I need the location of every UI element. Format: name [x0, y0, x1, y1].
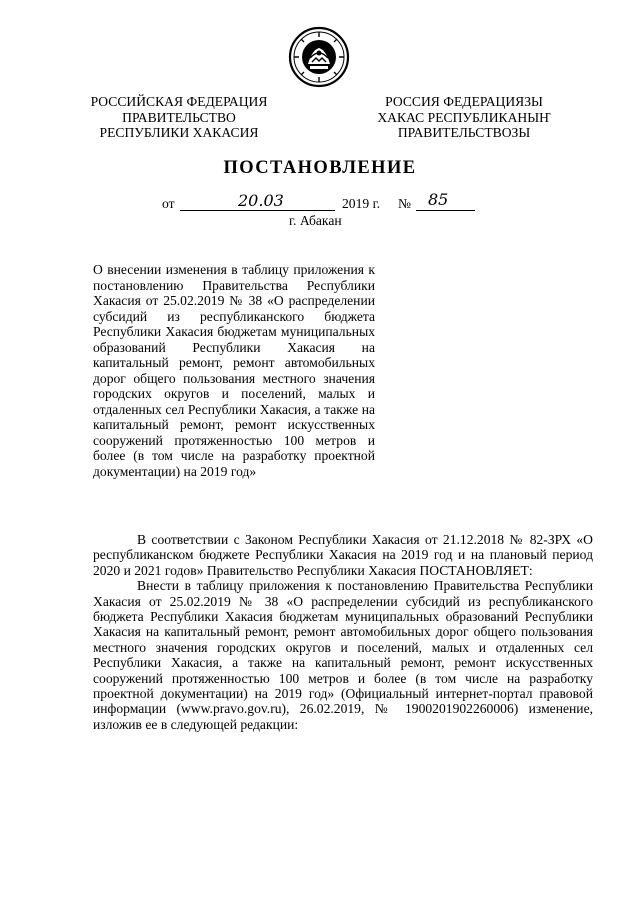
header-left-line: РЕСПУБЛИКИ ХАКАСИЯ [99, 125, 259, 141]
coat-of-arms-emblem [288, 26, 350, 88]
body-paragraph: Внести в таблицу приложения к постановлению Правительства Республики Хакасия от 25.02.2019 № 38 «О распределении субсидий из республиканского бюджета Республики Хакасия бюджетам муниципальных образований Республики Хакасия на капитальный ремонт, ремонт автомобильных дорог общего пользования местного значения городских округов и поселений, малых и отдаленных сел Республики Хакасия, а также на капитальный ремонт, ремонт искусственных сооружений протяженностью 100 метров и более (в том числе на разработку проектной документации) на 2019 год» (Официальный интернет-портал правовой информации (www.pravo.gov.ru), 26.02.2019, № 1900201902260006) изменение, изложив ее в следующей редакции: [93, 578, 593, 732]
number-sign: № [398, 196, 411, 211]
header-left-line: ПРАВИТЕЛЬСТВО [122, 109, 236, 125]
date-prefix: от [162, 196, 175, 211]
date-year: 2019 г. [342, 196, 381, 211]
document-body [93, 532, 593, 732]
header-right-line: РОССИЯ ФЕДЕРАЦИЯЗЫ [385, 94, 543, 109]
body-paragraph: В соответствии с Законом Республики Хакасия от 21.12.2018 № 82-ЗРХ «О республиканском бюджете Республики Хакасия на 2019 год и на плановый период 2020 и 2021 годов» Правительство Республики Хакасия ПОСТАНОВЛЯЕТ: [93, 532, 593, 578]
handwritten-date: 20.03 [238, 191, 284, 210]
handwritten-number: 85 [428, 190, 449, 209]
document-subject: О внесении изменения в таблицу приложения к постановлению Правительства Республики Хакасия от 25.02.2019 № 38 «О распределении субсидий из республиканского бюджета Республики Хакасия бюджетам муниципальных образований Республики Хакасия на капитальный ремонт, ремонт автомобильных дорог общего пользования местного значения городских округов и поселений, малых и отдаленных сел Республики Хакасия, а также на капитальный ремонт, ремонт искусственных сооружений протяженностью 100 метров и более (в том числе на разработку проектной документации) на 2019 год» [93, 262, 375, 479]
header-left-line: РОССИЙСКАЯ ФЕДЕРАЦИЯ [90, 94, 268, 109]
header-right-line: ПРАВИТЕЛЬСТВОЗЫ [397, 125, 531, 141]
header-right [366, 94, 562, 141]
header-right-line: ХАКАС РЕСПУБЛИКАНЫҤ [377, 109, 551, 125]
document-title: ПОСТАНОВЛЕНИЕ [223, 158, 417, 178]
number-underline [416, 209, 475, 211]
city: г. Абакан [289, 213, 342, 228]
header-left [84, 94, 274, 141]
